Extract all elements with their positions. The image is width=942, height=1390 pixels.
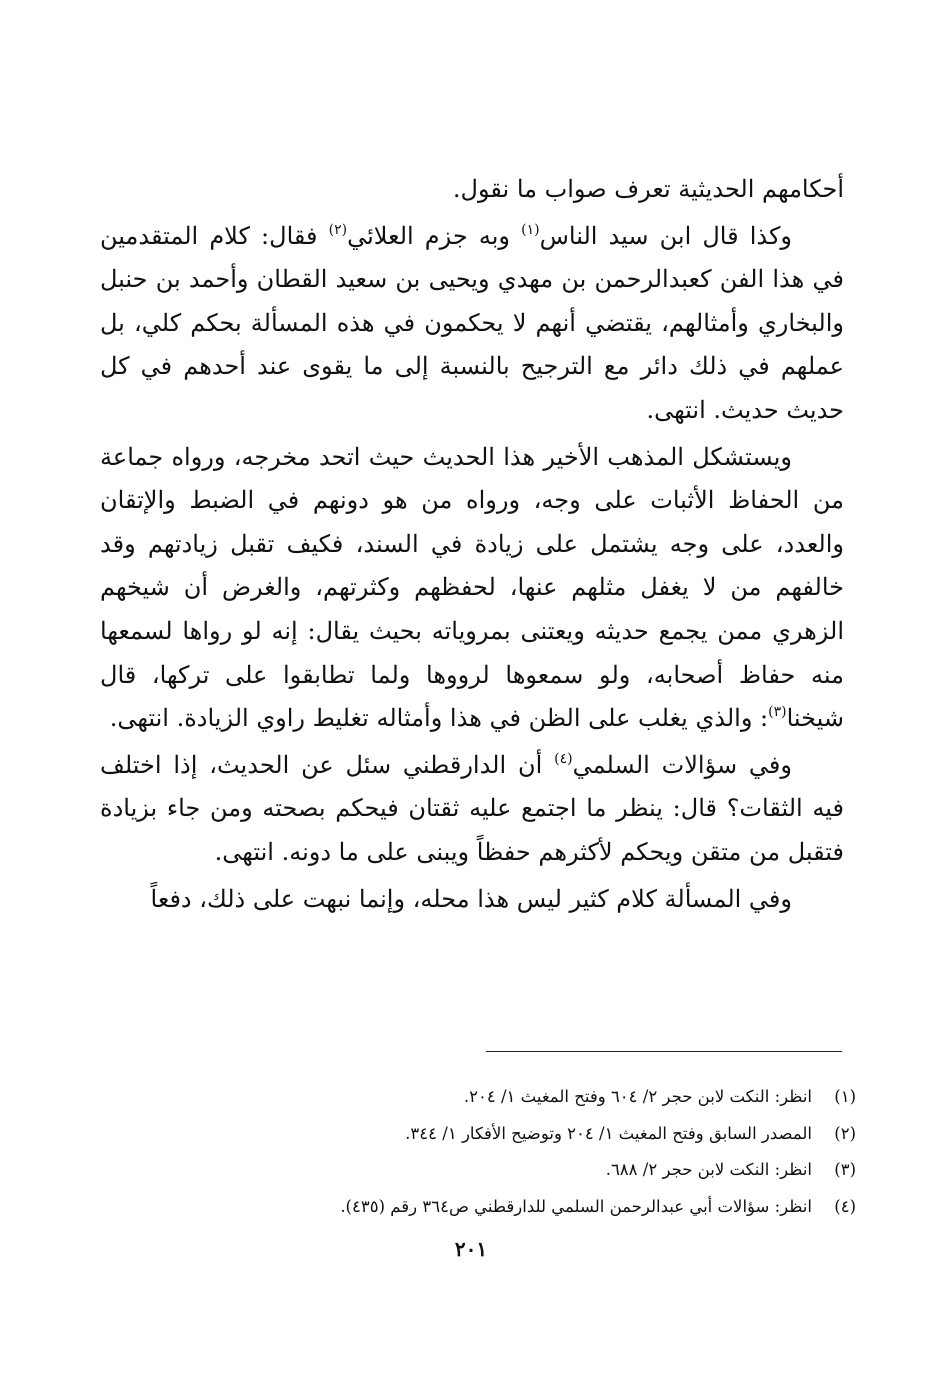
main-text <box>100 168 844 921</box>
paragraph <box>100 744 844 875</box>
page-number: ٢٠١ <box>454 1237 488 1261</box>
footnote-separator <box>486 1051 842 1052</box>
paragraph-text: : والذي يغلب على الظن في هذا وأمثاله تغليط راوي الزيادة. انتهى. <box>109 704 769 733</box>
paragraph-text: أن الدارقطني سئل عن الحديث، إذا اختلف فيه الثقات؟ قال: ينظر ما اجتمع عليه ثقتان فيحكم بصحته ومن جاء بزيادة فتقبل من متقن ويحكم لأكثرهم حفظاً ويبنى على ما دونه. انتهى. <box>100 750 844 866</box>
footnote-text: المصدر السابق وفتح المغيث ١/ ٢٠٤ وتوضيح الأفكار ١/ ٣٤٤. <box>405 1123 812 1143</box>
footnote-3 <box>100 1152 856 1189</box>
paragraph <box>100 878 844 922</box>
paragraph-text: أحكامهم الحديثية تعرف صواب ما نقول. <box>452 175 844 203</box>
footnote-ref: (١) <box>521 221 540 238</box>
footnote-2 <box>100 1116 856 1153</box>
footnote-ref: (٣) <box>768 704 787 721</box>
footnote-text: انظر: النكت لابن حجر ٢/ ٦٨٨. <box>605 1160 812 1179</box>
footnotes <box>100 1079 856 1225</box>
footnote-4 <box>100 1189 856 1226</box>
footnote-1 <box>100 1079 856 1116</box>
paragraph-text: وفي المسألة كلام كثير ليس هذا محله، وإنما نبهت على ذلك، دفعاً <box>150 884 792 913</box>
paragraph-text: ويستشكل المذهب الأخير هذا الحديث حيث اتحد مخرجه، ورواه جماعة من الحفاظ الأثبات على وجه، ورواه من هو دونهم في الضبط والإتقان والعدد، على وجه يشتمل على زيادة في السند، فكيف تقبل زيادتهم وقد خالفهم من لا يغفل مثلهم عنها، لحفظهم وكثرتهم، والغرض أن شيخهم الزهري ممن يجمع حديثه ويعتنى بمروياته بحيث يقال: إنه لو رواها لسمعها منه حفاظ أصحابه، ولو سمعوها لرووها ولما تطابقوا على تركها، قال شيخنا <box>100 442 844 733</box>
paragraph <box>100 436 844 741</box>
paragraph-text: وفي سؤالات السلمي <box>572 750 792 779</box>
footnote-number: (٢) <box>834 1123 856 1143</box>
footnote-text: انظر: النكت لابن حجر ٢/ ٦٠٤ وفتح المغيث ١/ ٢٠٤. <box>463 1087 812 1106</box>
paragraph-text: فقال: كلام المتقدمين في هذا الفن كعبدالرحمن بن مهدي ويحيى بن سعيد القطان وأحمد بن حنبل والبخاري وأمثالهم، يقتضي أنهم لا يحكمون في هذه المسألة بحكم كلي، بل عملهم في ذلك دائر مع الترجيح بالنسبة إلى ما يقوى عند أحدهم في كل حديث حديث. انتهى. <box>100 221 845 424</box>
footnote-number: (١) <box>834 1087 856 1106</box>
paragraph <box>100 168 844 212</box>
footnote-ref: (٤) <box>554 750 573 767</box>
footnote-number: (٣) <box>834 1160 856 1179</box>
paragraph-text: وبه جزم العلائي <box>347 221 522 250</box>
paragraph-text: وكذا قال ابن سيد الناس <box>539 221 792 250</box>
paragraph <box>100 215 844 433</box>
footnote-number: (٤) <box>834 1196 856 1216</box>
footnote-text: انظر: سؤالات أبي عبدالرحمن السلمي للدارقطني ص٣٦٤ رقم (٤٣٥). <box>340 1196 812 1216</box>
footnote-ref: (٢) <box>328 221 348 238</box>
